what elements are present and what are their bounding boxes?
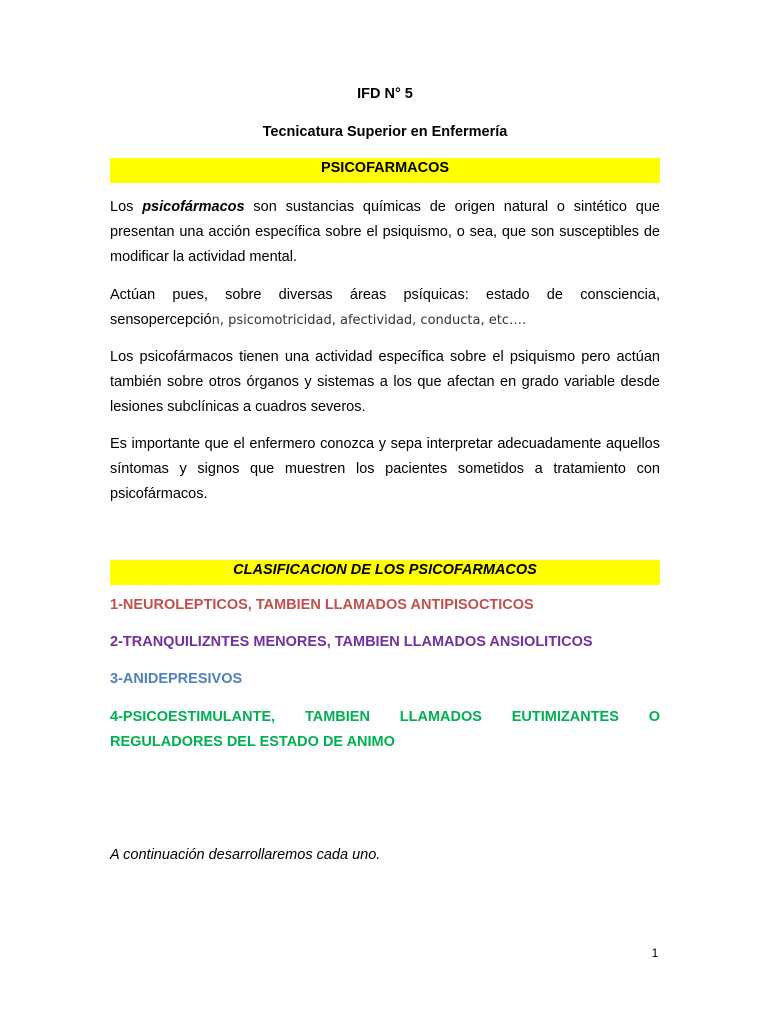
classification-item: 2-TRANQUILIZNTES MENORES, TAMBIEN LLAMADOS ANSIOLITICOS [110,634,593,650]
section-title-banner [110,158,660,183]
paragraph-definition [110,195,660,270]
paragraph-text-tail: n, psicomotricidad, afectividad, conducta, etc…. [211,313,527,328]
classification-item-line: 4-PSICOESTIMULANTE, TAMBIEN LLAMADOS EUTIMIZANTES O [110,709,660,725]
section-title: PSICOFARMACOS [320,160,450,176]
page-number: 1 [651,946,659,960]
paragraph-activity: Los psicofármacos tienen una actividad específica sobre el psiquismo pero actúan también sobre otros órganos y sistemas a los que afectan en grado variable desde lesiones subclínicas a cuadros severos. [110,349,660,415]
paragraph-text: son sustancias químicas de origen natural o sintético que presentan una acción específica sobre el psiquismo, o sea, que son susceptibles de modificar la actividad mental. [110,199,660,265]
paragraph-text: Los [110,199,143,215]
classification-item: 1-NEUROLEPTICOS, TAMBIEN LLAMADOS ANTIPISOCTICOS [110,597,534,613]
classification-item-line: REGULADORES DEL ESTADO DE ANIMO [110,734,395,750]
institute-heading: IFD N° 5 [357,86,413,102]
program-heading: Tecnicatura Superior en Enfermería [262,124,508,140]
classification-title: CLASIFICACION DE LOS PSICOFARMACOS [233,562,537,578]
conclusion-text: A continuación desarrollaremos cada uno. [110,847,381,863]
classification-title-banner [110,560,660,585]
emphasis-term: psicofármacos [142,199,245,215]
paragraph-areas [110,283,660,333]
classification-item [110,705,660,755]
classification-item: 3-ANIDEPRESIVOS [110,671,243,687]
paragraph-text: Actúan pues, sobre diversas áreas psíquicas: estado de consciencia, sensopercepció [110,287,660,328]
paragraph-nursing: Es importante que el enfermero conozca y sepa interpretar adecuadamente aquellos síntomas y signos que muestren los pacientes sometidos a tratamiento con psicofármacos. [110,436,660,502]
